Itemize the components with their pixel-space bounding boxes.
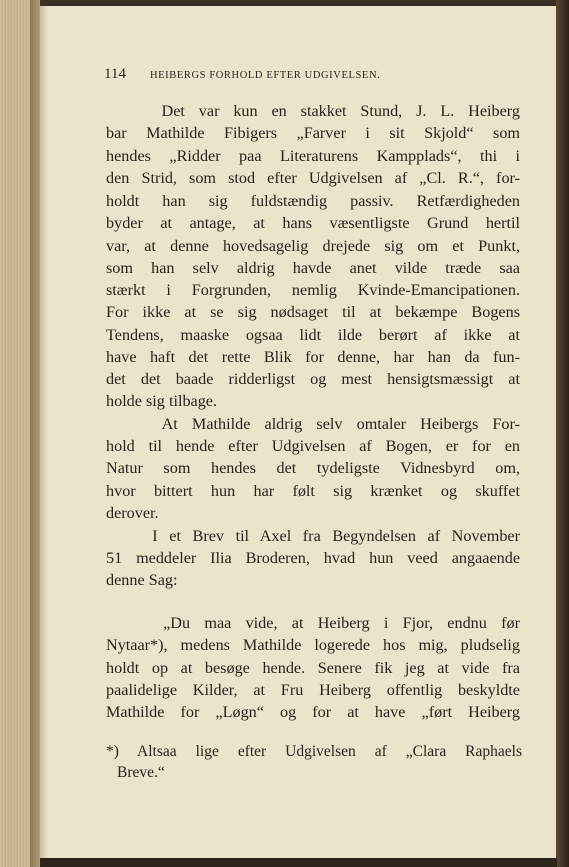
- body-line: 51 meddeler Ilia Broderen, hvad hun veed angaaende: [106, 549, 520, 567]
- body-line: Natur som hendes det tydeligste Vidnesbyrd om,: [106, 459, 520, 477]
- body-line: holde sig tilbage.: [106, 392, 218, 410]
- body-line: byder at antage, at hans væsentligste Grund hertil: [106, 214, 520, 232]
- quote-line: holdt op at besøge hende. Senere fik jeg at vide fra: [106, 659, 520, 677]
- quote-line: „Du maa vide, at Heiberg i Fjor, endnu før: [106, 614, 520, 632]
- footnote-line: Breve.“: [117, 764, 165, 781]
- body-line: bar Mathilde Fibigers „Farver i sit Skjold“ som: [106, 124, 520, 142]
- body-line: denne Sag:: [106, 571, 178, 589]
- body-line: den Strid, som stod efter Udgivelsen af „Cl. R.“, for-: [106, 169, 520, 187]
- body-line: som han selv aldrig havde anet vilde træde saa: [106, 259, 520, 277]
- body-line: have haft det rette Blik for denne, har han da fun-: [106, 348, 520, 366]
- body-line: hold til hende efter Udgivelsen af Bogen, er for en: [106, 437, 520, 455]
- body-line: hvor bittert hun har følt sig krænket og skuffet: [106, 482, 520, 500]
- body-line: At Mathilde aldrig selv omtaler Heibergs For-: [106, 415, 520, 433]
- footnote-line: *) Altsaa lige efter Udgivelsen af „Clara Raphaels: [106, 743, 522, 760]
- body-line: For ikke at se sig nødsaget til at bekæmpe Bogens: [106, 303, 520, 321]
- body-line: Tendens, maaske ogsaa lidt ilde berørt af ikke at: [106, 326, 520, 344]
- body-line: holdt han sig fuldstændig passiv. Retfærdigheden: [106, 192, 520, 210]
- quote-line: paalidelige Kilder, at Fru Heiberg offentlig beskyldte: [106, 681, 520, 699]
- page-number: 114: [104, 66, 126, 82]
- book-bottom-edge: [40, 858, 557, 867]
- body-line: det det baade ridderligst og mest hensigtsmæssigt at: [106, 370, 520, 388]
- body-line: derover.: [106, 504, 159, 522]
- quote-line: Nytaar*), medens Mathilde logerede hos mig, pludselig: [106, 636, 520, 654]
- body-line: Det var kun en stakket Stund, J. L. Heiberg: [106, 102, 520, 120]
- gutter-shadow: [30, 0, 48, 867]
- running-head: HEIBERGS FORHOLD EFTER UDGIVELSEN.: [149, 70, 381, 81]
- body-line: var, at denne hovedsagelig drejede sig om et Punkt,: [106, 237, 520, 255]
- body-line: stærkt i Forgrunden, nemlig Kvinde-Emancipationen.: [106, 281, 520, 299]
- page-header: [104, 66, 454, 83]
- quote-line: Mathilde for „Løgn“ og for at have „ført Heiberg: [106, 703, 520, 721]
- body-line: I et Brev til Axel fra Begyndelsen af November: [106, 527, 520, 545]
- body-line: hendes „Ridder paa Literaturens Kampplads“, thi i: [106, 147, 520, 165]
- book-edge: [556, 0, 569, 867]
